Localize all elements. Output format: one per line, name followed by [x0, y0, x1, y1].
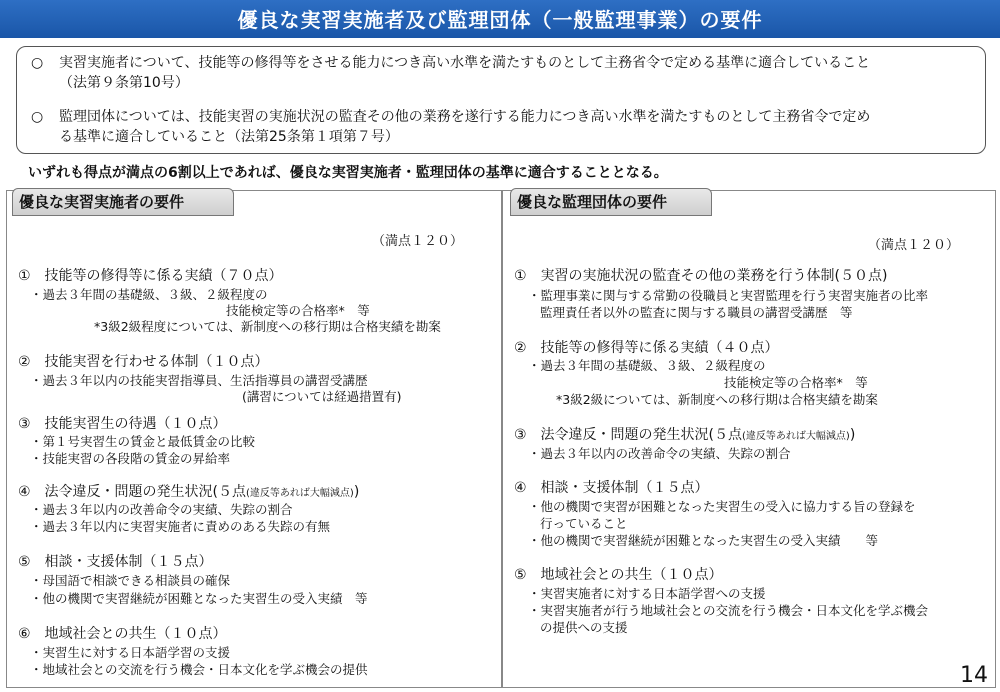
- right-s5-line-2: ・実習実施者が行う地域社会との交流を行う機会・日本文化を学ぶ機会: [528, 603, 929, 618]
- right-s2-line-2: 技能検定等の合格率* 等: [724, 375, 868, 390]
- left-column-tab: 優良な実習実施者の要件: [12, 188, 234, 216]
- right-s2-line-3: *3級2級については、新制度への移行期は合格実績を勘案: [556, 392, 878, 407]
- right-full-score: （満点１２０）: [868, 238, 960, 253]
- right-s4-line-1: ・他の機関で実習が困難となった実習生の受入に協力する旨の登録を: [528, 499, 916, 514]
- left-s4-line-1: ・過去３年以内の改善命令の実績、失踪の割合: [30, 502, 293, 517]
- right-s3-head-close: ): [849, 427, 856, 443]
- left-s1-line-1: ・過去３年間の基礎級、３級、２級程度の: [30, 287, 268, 302]
- title-bar: [0, 0, 1000, 38]
- right-s1-head: ① 実習の実施状況の監査その他の業務を行う体制(５０点): [514, 268, 888, 284]
- page-title: 優良な実習実施者及び監理団体（一般監理事業）の要件: [237, 8, 763, 32]
- left-s5-head: ⑤ 相談・支援体制（１５点）: [18, 554, 213, 570]
- left-s2-head: ② 技能実習を行わせる体制（１０点）: [18, 354, 269, 370]
- summary-text: いずれも得点が満点の6割以上であれば、優良な実習実施者・監理団体の基準に適合することとなる。: [28, 165, 668, 181]
- left-s3-line-2: ・技能実習の各段階の賃金の昇給率: [30, 451, 231, 466]
- right-s3-line-1: ・過去３年以内の改善命令の実績、失踪の割合: [528, 446, 791, 461]
- right-s2-head: ② 技能等の修得等に係る実績（４０点）: [514, 340, 779, 356]
- right-s4-head: ④ 相談・支援体制（１５点）: [514, 480, 709, 496]
- circle-bullet: ○: [31, 109, 44, 125]
- left-s1-head: ① 技能等の修得等に係る実績（７０点）: [18, 268, 283, 284]
- left-s3-line-1: ・第１号実習生の賃金と最低賃金の比較: [30, 434, 256, 449]
- left-full-score: （満点１２０）: [372, 234, 464, 249]
- intro-item-2-line-1: 監理団体については、技能実習の実施状況の監査その他の業務を遂行する能力につき高い水準を満たすものとして主務省令で定め: [59, 109, 871, 125]
- left-s4-head-note: (違反等あれば大幅減点): [246, 488, 354, 499]
- right-s1-line-2: 監理責任者以外の監査に関与する職員の講習受講歴 等: [540, 305, 853, 320]
- right-s2-line-1: ・過去３年間の基礎級、３級、２級程度の: [528, 358, 766, 373]
- left-s2-line-2: (講習については経過措置有): [242, 389, 402, 404]
- page-number: 14: [960, 663, 988, 688]
- right-s5-line-3: の提供への支援: [540, 620, 628, 635]
- left-s5-line-2: ・他の機関で実習継続が困難となった実習生の受入実績 等: [30, 591, 368, 606]
- intro-box: [16, 46, 986, 154]
- right-s4-line-3: ・他の機関で実習継続が困難となった実習生の受入実績 等: [528, 533, 879, 548]
- right-s3-head-main: ③ 法令違反・問題の発生状況(５点: [514, 427, 743, 443]
- right-s5-line-1: ・実習実施者に対する日本語学習への支援: [528, 586, 766, 601]
- right-column-tab: 優良な監理団体の要件: [510, 188, 712, 216]
- right-s3-head-note: (違反等あれば大幅減点): [742, 431, 850, 442]
- left-s5-line-1: ・母国語で相談できる相談員の確保: [30, 573, 231, 588]
- left-s4-head-main: ④ 法令違反・問題の発生状況(５点: [18, 484, 247, 500]
- intro-item-2-line-2: る基準に適合していること（法第25条第１項第７号）: [59, 129, 399, 145]
- left-s6-line-2: ・地域社会との交流を行う機会・日本文化を学ぶ機会の提供: [30, 662, 368, 677]
- right-s1-line-1: ・監理事業に関与する常勤の役職員と実習監理を行う実習実施者の比率: [528, 288, 929, 303]
- right-s3-head: [514, 427, 855, 445]
- left-s6-head: ⑥ 地域社会との共生（１０点）: [18, 626, 227, 642]
- left-s4-head-close: ): [353, 484, 360, 500]
- left-s1-line-3: *3級2級程度については、新制度への移行期は合格実績を勘案: [94, 319, 441, 334]
- left-s4-line-2: ・過去３年以内に実習実施者に責めのある失踪の有無: [30, 519, 331, 534]
- intro-item-1-line-2: （法第９条第10号）: [59, 75, 189, 91]
- left-s1-line-2: 技能検定等の合格率* 等: [226, 303, 370, 318]
- intro-item-1-line-1: 実習実施者について、技能等の修得等をさせる能力につき高い水準を満たすものとして主務省令で定める基準に適合していること: [59, 55, 871, 71]
- left-s2-line-1: ・過去３年以内の技能実習指導員、生活指導員の講習受講歴: [30, 373, 368, 388]
- left-s4-head: [18, 484, 359, 502]
- right-s5-head: ⑤ 地域社会との共生（１０点）: [514, 567, 723, 583]
- left-s3-head: ③ 技能実習生の待遇（１０点）: [18, 416, 227, 432]
- right-s4-line-2: 行っていること: [540, 516, 628, 531]
- circle-bullet: ○: [31, 55, 44, 71]
- left-s6-line-1: ・実習生に対する日本語学習の支援: [30, 645, 231, 660]
